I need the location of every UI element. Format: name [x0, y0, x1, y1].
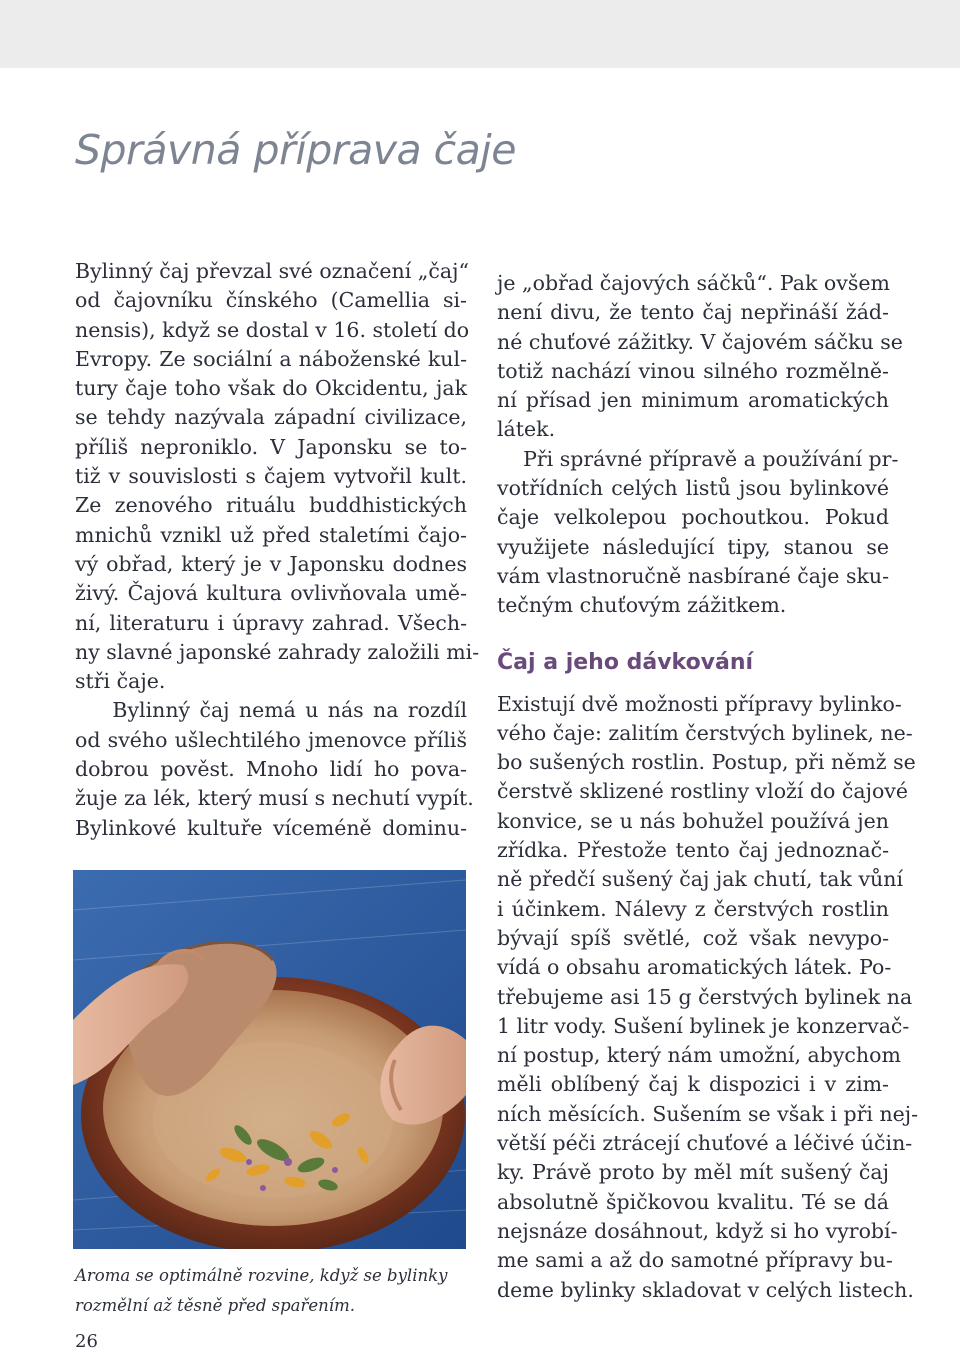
body-line: od čajovníku čínského (Camellia si-: [75, 288, 467, 313]
body-line: tečným chuťovým zážitkem.: [497, 593, 787, 618]
body-line: vý obřad, který je v Japonsku dodnes: [75, 551, 467, 576]
body-line: Bylinný čaj převzal své označení „čaj“: [75, 259, 469, 283]
body-line: i účinkem. Nálevy z čerstvých rostlin: [497, 896, 889, 921]
body-line: me sami a až do samotné přípravy bu-: [497, 1248, 893, 1273]
mortar-and-pestle-herbs-photo: [73, 870, 466, 1249]
body-line: dobrou pověst. Mnoho lidí ho pova-: [75, 757, 467, 782]
body-line: vám vlastnoručně nasbírané čaje sku-: [497, 563, 890, 588]
body-line: totiž nachází vinou silného rozmělně-: [497, 358, 889, 383]
body-line: mnichů vznikl už před staletími čajo-: [75, 522, 467, 547]
page-title: Správná příprava čaje: [75, 126, 516, 174]
page-header-band: [0, 0, 960, 68]
body-line: není divu, že tento čaj nepřináší žád-: [497, 300, 889, 325]
body-line: nensis), když se dostal v 16. století do: [75, 317, 470, 342]
body-line: příliš neproniklo. V Japonsku se to-: [75, 434, 467, 459]
body-line: od svého ušlechtilého jmenovce příliš: [75, 727, 467, 752]
body-line: tiž v souvislosti s čajem vytvořil kult.: [75, 464, 467, 489]
body-line: deme bylinky skladovat v celých listech.: [497, 1277, 914, 1302]
body-line: ně předčí sušený čaj jak chutí, tak vůní: [497, 867, 904, 892]
body-line: 1 litr vody. Sušení bylinek je konzervač-: [497, 1013, 910, 1038]
body-line: je „obřad čajových sáčků“. Pak ovšem: [497, 271, 890, 295]
body-line: měli oblíbený čaj k dispozici i v zim-: [497, 1072, 889, 1097]
body-line: Ze zenového rituálu buddhistických: [75, 493, 467, 518]
body-line: tury čaje toho však do Okcidentu, jak: [75, 376, 467, 401]
body-line: nejsnáze dosáhnout, když si ho vyrobí-: [497, 1218, 898, 1243]
body-line: Evropy. Ze sociální a náboženské kul-: [75, 346, 467, 371]
body-line: stři čaje.: [75, 669, 166, 694]
body-line: né chuťové zážitky. V čajovém sáčku se: [497, 329, 903, 354]
body-line: vého čaje: zalitím čerstvých bylinek, ne-: [497, 720, 913, 745]
body-line: látek.: [497, 417, 556, 442]
body-line: konvice, se u nás bohužel používá jen: [497, 808, 889, 833]
body-line: čaje velkolepou pochoutkou. Pokud: [497, 505, 889, 530]
body-line: ní, literaturu i úpravy zahrad. Všech-: [75, 610, 467, 635]
body-line: ní postup, který nám umožní, abychom: [497, 1043, 901, 1068]
body-line: votřídních celých listů jsou bylinkové: [497, 476, 889, 501]
caption-line: Aroma se optimálně rozvine, když se bylinky: [75, 1266, 448, 1285]
body-line: třebujeme asi 15 g čerstvých bylinek na: [497, 984, 913, 1009]
body-line: ny slavné japonské zahrady založili mi-: [75, 639, 480, 664]
body-line: ky. Právě proto by měl mít sušený čaj: [497, 1160, 889, 1185]
body-line: bývají spíš světlé, což však nevypo-: [497, 925, 889, 950]
page-number: 26: [75, 1331, 98, 1352]
right-column: [497, 269, 919, 1305]
body-line: Při správné přípravě a používání pr-: [497, 446, 899, 471]
body-line: větší péči ztrácejí chuťové a léčivé účin-: [497, 1131, 913, 1156]
body-line: Bylinkové kultuře víceméně dominu-: [75, 815, 467, 840]
caption-line: rozmělní až těsně před spařením.: [75, 1296, 355, 1315]
left-column: [75, 257, 480, 843]
body-line: absolutně špičkovou kvalitu. Té se dá: [497, 1189, 889, 1214]
body-line: ní přísad jen minimum aromatických: [497, 388, 889, 413]
body-line: ních měsících. Sušením se však i při nej-: [497, 1101, 919, 1126]
figure-caption: [75, 1261, 467, 1321]
body-line: čerstvě sklizené rostliny vloží do čajové: [497, 779, 909, 804]
body-line: zřídka. Přestože tento čaj jednoznač-: [497, 838, 889, 863]
section-heading: Čaj a jeho dávkování: [497, 649, 754, 675]
body-line: Existují dvě možnosti přípravy bylinko-: [497, 691, 902, 716]
body-line: vídá o obsahu aromatických látek. Po-: [497, 955, 892, 980]
body-line: bo sušených rostlin. Postup, při němž se: [497, 750, 916, 775]
body-line: využijete následující tipy, stanou se: [497, 534, 889, 559]
body-line: se tehdy nazývala západní civilizace,: [75, 405, 467, 430]
body-line: žuje za lék, který musí s nechutí vypít.: [75, 786, 474, 811]
body-line: živý. Čajová kultura ovlivňovala umě-: [75, 581, 467, 606]
body-line: Bylinný čaj nemá u nás na rozdíl: [75, 698, 467, 723]
